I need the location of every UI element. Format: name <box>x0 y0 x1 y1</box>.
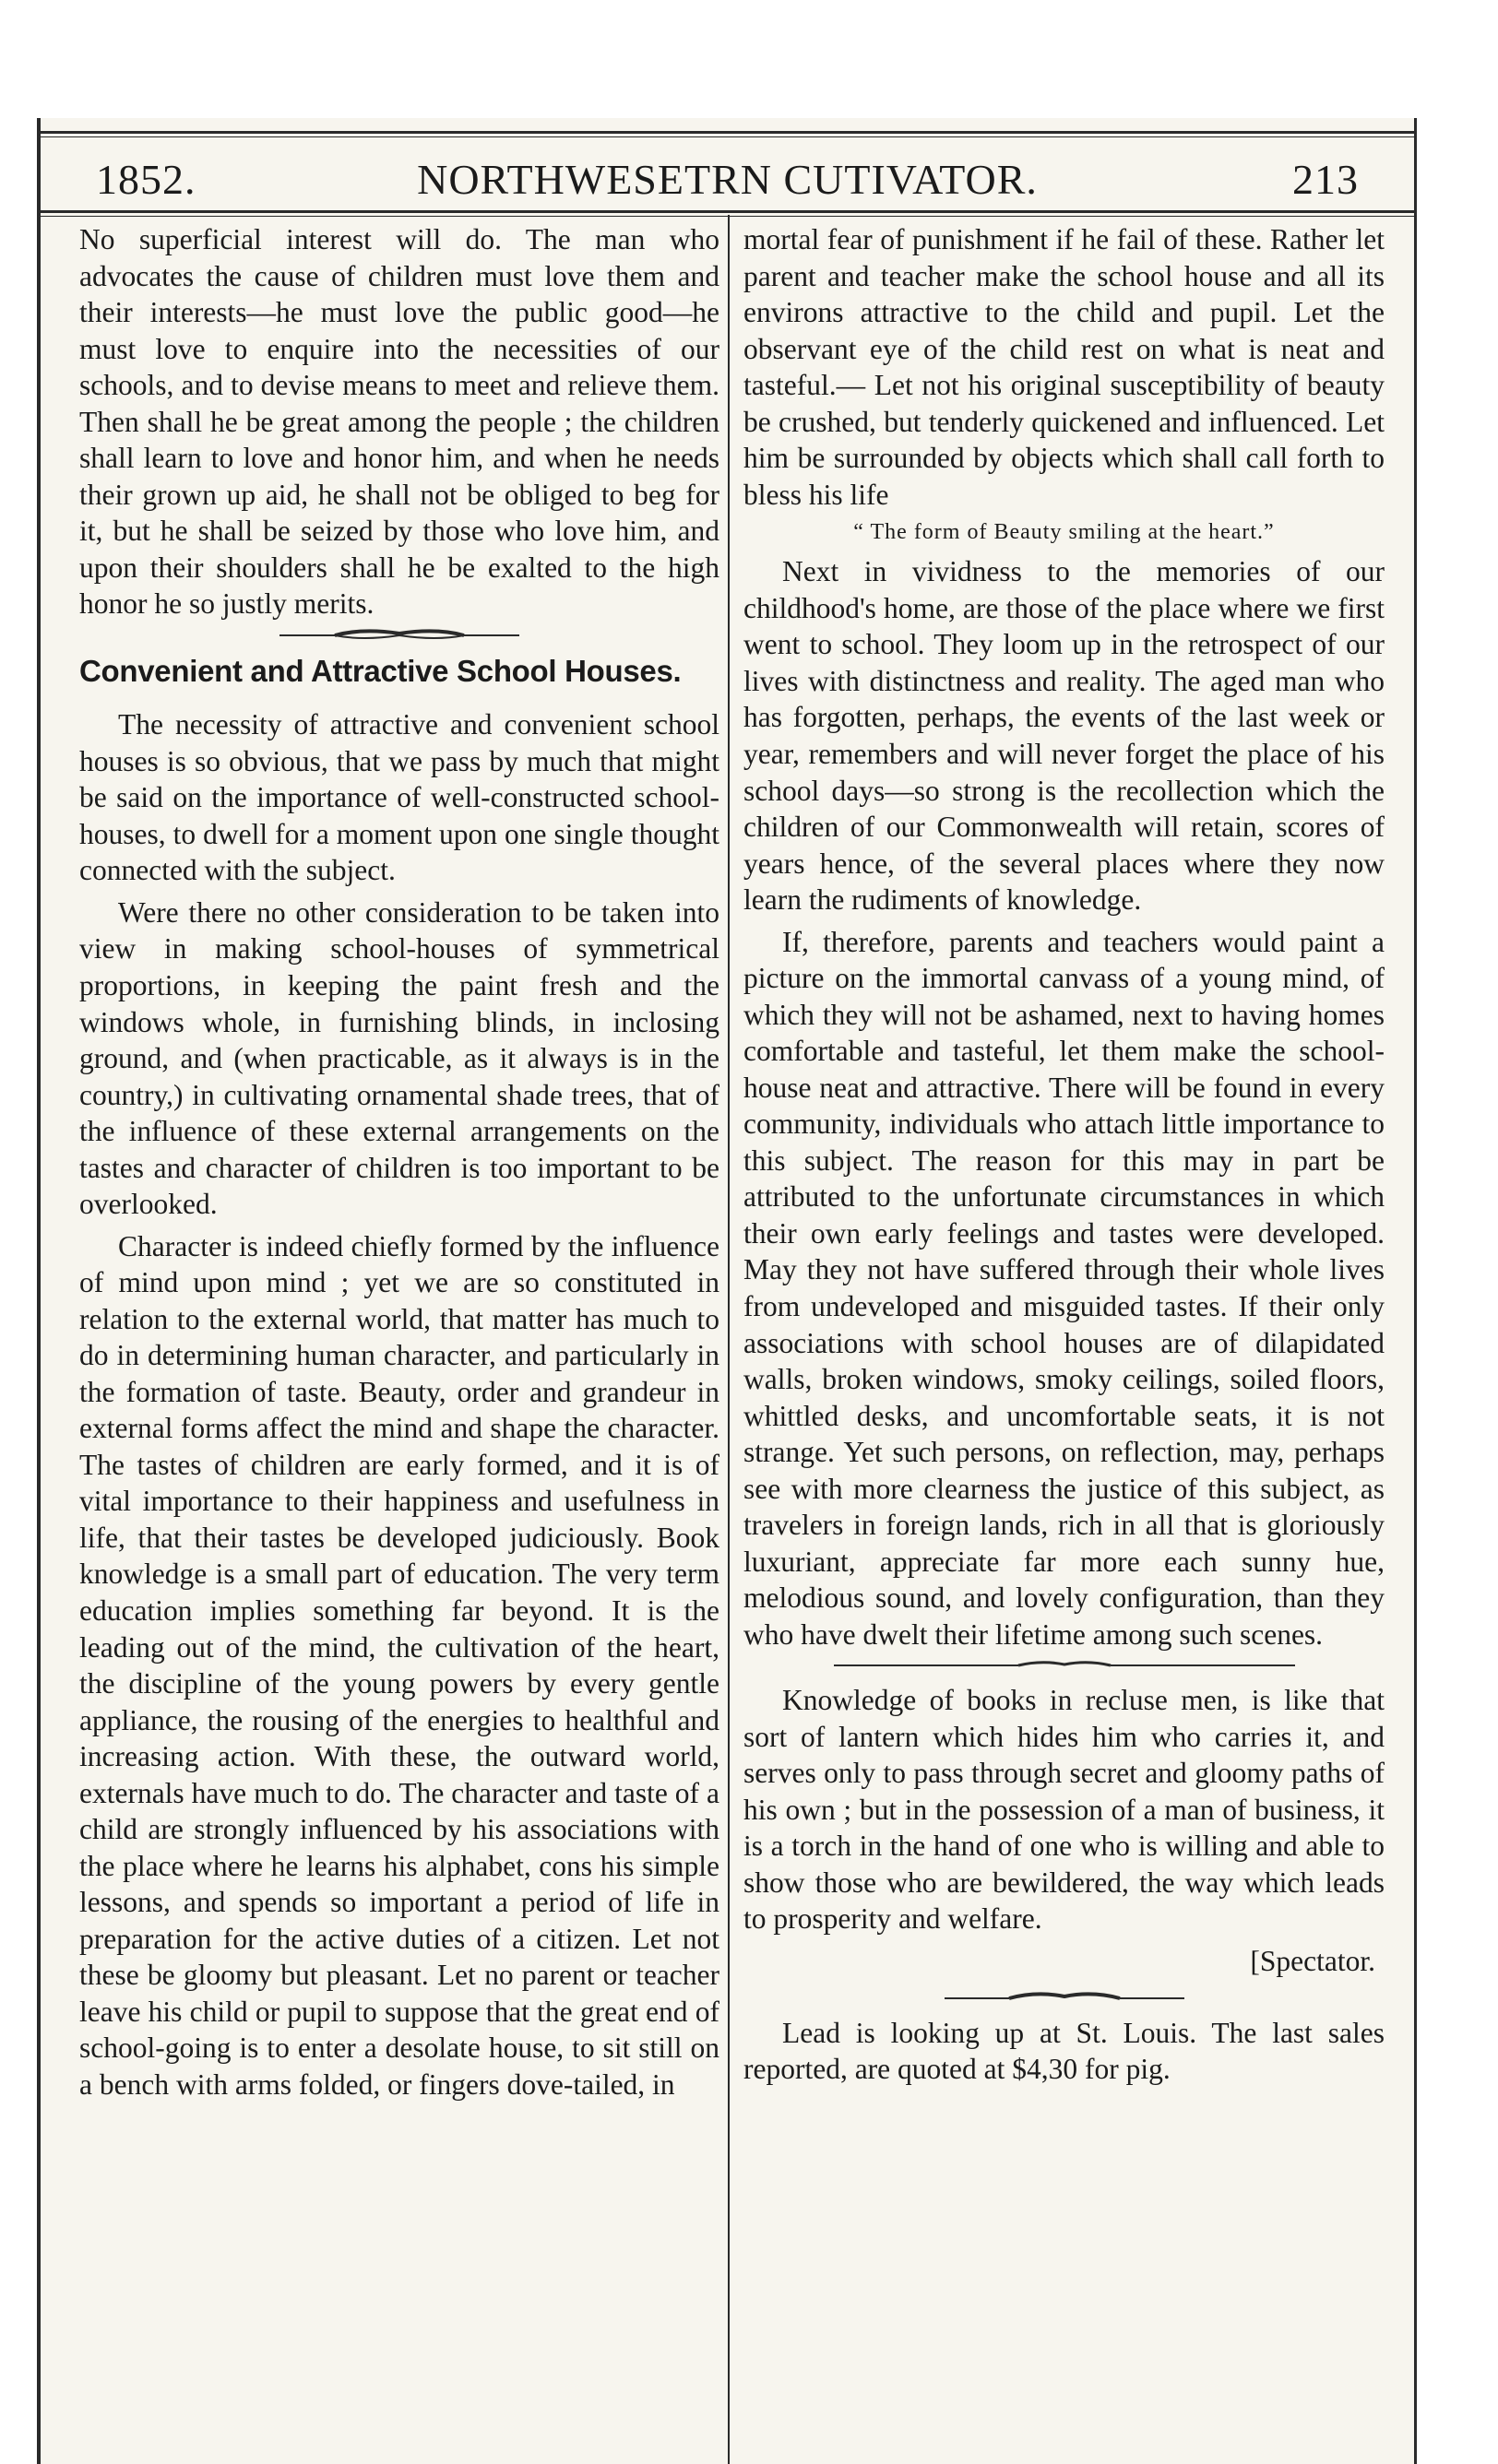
header-year: 1852. <box>96 156 196 203</box>
poem-quote: “ The form of Beauty smiling at the heart.” <box>853 520 1275 545</box>
header-title: NORTHWESETRN CUTIVATOR. <box>417 156 1038 203</box>
continuation-paragraph: mortal fear of punishment if he fail of these. Rather let parent and teacher make the school house and all its environs attractive to the child and pupil. Let the observant eye of the child rest on what is neat and tasteful.— Let not his original susceptibility of beauty be crushed, but tenderly quickened and influenced. Let him be surrounded by objects which shall call forth to bless his life <box>743 223 1385 511</box>
spectator-attribution: [Spectator. <box>1250 1945 1375 1978</box>
article-paragraph-1: The necessity of attractive and convenient school houses is so obvious, that we pass by much that might be said on the importance of well-constructed school-houses, to dwell for a moment upon one single thought connected with the subject. <box>79 708 719 887</box>
separator-ornament-2 <box>945 1991 1184 2006</box>
article-paragraph-2: Were there no other consideration to be taken into view in making school-houses of symmetrical proportions, in keeping the paint fresh and the windows whole, in furnishing blinds, in inclosing ground, and (when practicable, as it always is in the country,) in cultivating ornamental shade trees, that of the influence of these external arrangements on the tastes and character of children is too important to be overlooked. <box>79 895 719 1221</box>
article-paragraph-5: If, therefore, parents and teachers would paint a picture on the immortal canvass of a young mind, of which they will not be ashamed, next to having homes comfortable and tasteful, let them make the school-house neat and attractive. There will be found in every community, individuals who attach little importance to this subject. The reason for this may in part be attributed to the unfortunate circumstances in which their own early feelings and tastes were developed. May they not have suffered through their whole lives from undeveloped and misguided tastes. If their only associations with school houses are of dilapidated walls, broken windows, smoky ceilings, soiled floors, whittled desks, and uncomfortable seats, it is not strange. Yet such persons, on reflection, may, perhaps see with more clearness the justice of this subject, as travelers in foreign lands, rich in all that is gloriously luxuriant, appreciate far more each sunny hue, melodious sound, and lovely configuration, than they who have dwelt their lifetime among such scenes. <box>743 925 1385 1651</box>
left-column <box>79 221 719 2108</box>
newspaper-page <box>37 118 1417 2464</box>
article-heading: Convenient and Attractive School Houses. <box>79 653 682 688</box>
top-double-rule-thin <box>41 136 1414 137</box>
intro-paragraph: No superficial interest will do. The man who advocates the cause of children must love them and their interests—he must love the public good—he must love to enquire into the necessities of our schools, and to devise means to meet and relieve them. Then shall he be great among the people ; the children shall learn to love and honor him, and when he needs their grown up aid, he shall not be obliged to beg for it, but he shall be seized by those who love him, and upon their shoulders shall he be exalted to the high honor he so justly merits. <box>79 223 719 621</box>
column-divider <box>728 215 730 2464</box>
lead-paragraph: Lead is looking up at St. Louis. The last sales reported, are quoted at $4,30 for pig. <box>743 2016 1385 2086</box>
header-rule <box>41 210 1414 213</box>
spectator-paragraph: Knowledge of books in recluse men, is like that sort of lantern which hides him who carries it, and serves only to pass through secret and gloomy paths of his own ; but in the possession of a man of business, it is a torch in the hand of one who is willing and able to show those who are bewildered, the way which leads to prosperity and welfare. <box>743 1684 1385 1936</box>
article-paragraph-4: Next in vividness to the memories of our childhood's home, are those of the place where we first went to school. They loom up in the retrospect of our lives with distinctness and reality. The aged man who has forgotten, perhaps, the events of the last week or year, remembers and will never forget the place of his school days—so strong is the recollection which the children of our Commonwealth will retain, scores of years hence, of the several places where they now learn the rudiments of knowledge. <box>743 555 1385 917</box>
top-double-rule <box>41 131 1414 134</box>
section-ornament <box>279 628 519 643</box>
right-column <box>743 221 1385 2093</box>
header-page-number: 213 <box>1292 156 1359 203</box>
page-header <box>96 146 1359 210</box>
article-paragraph-3: Character is indeed chiefly formed by the influence of mind upon mind ; yet we are so constituted in relation to the external world, that matter has much to do in determining human character, and particularly in the formation of taste. Beauty, order and grandeur in external forms affect the mind and shape the character. The tastes of children are early formed, and it is of vital importance to their happiness and usefulness in life, that their tastes be developed judiciously. Book knowledge is a small part of education. The very term education implies something far beyond. It is the leading out of the mind, the cultivation of the heart, the discipline of the young powers by every gentle appliance, the rousing of the energies to healthful and increasing action. With these, the outward world, externals have much to do. The character and taste of a child are strongly influenced by his associations with the place where he learns his alphabet, cons his simple lessons, and spends so important a period of life in preparation for the active duties of a citizen. Let not these be gloomy but pleasant. Let no parent or teacher leave his child or pupil to suppose that the great end of school-going is to enter a desolate house, to sit still on a bench with arms folded, or fingers dove-tailed, in <box>79 1229 719 2101</box>
separator-ornament <box>834 1658 1295 1673</box>
